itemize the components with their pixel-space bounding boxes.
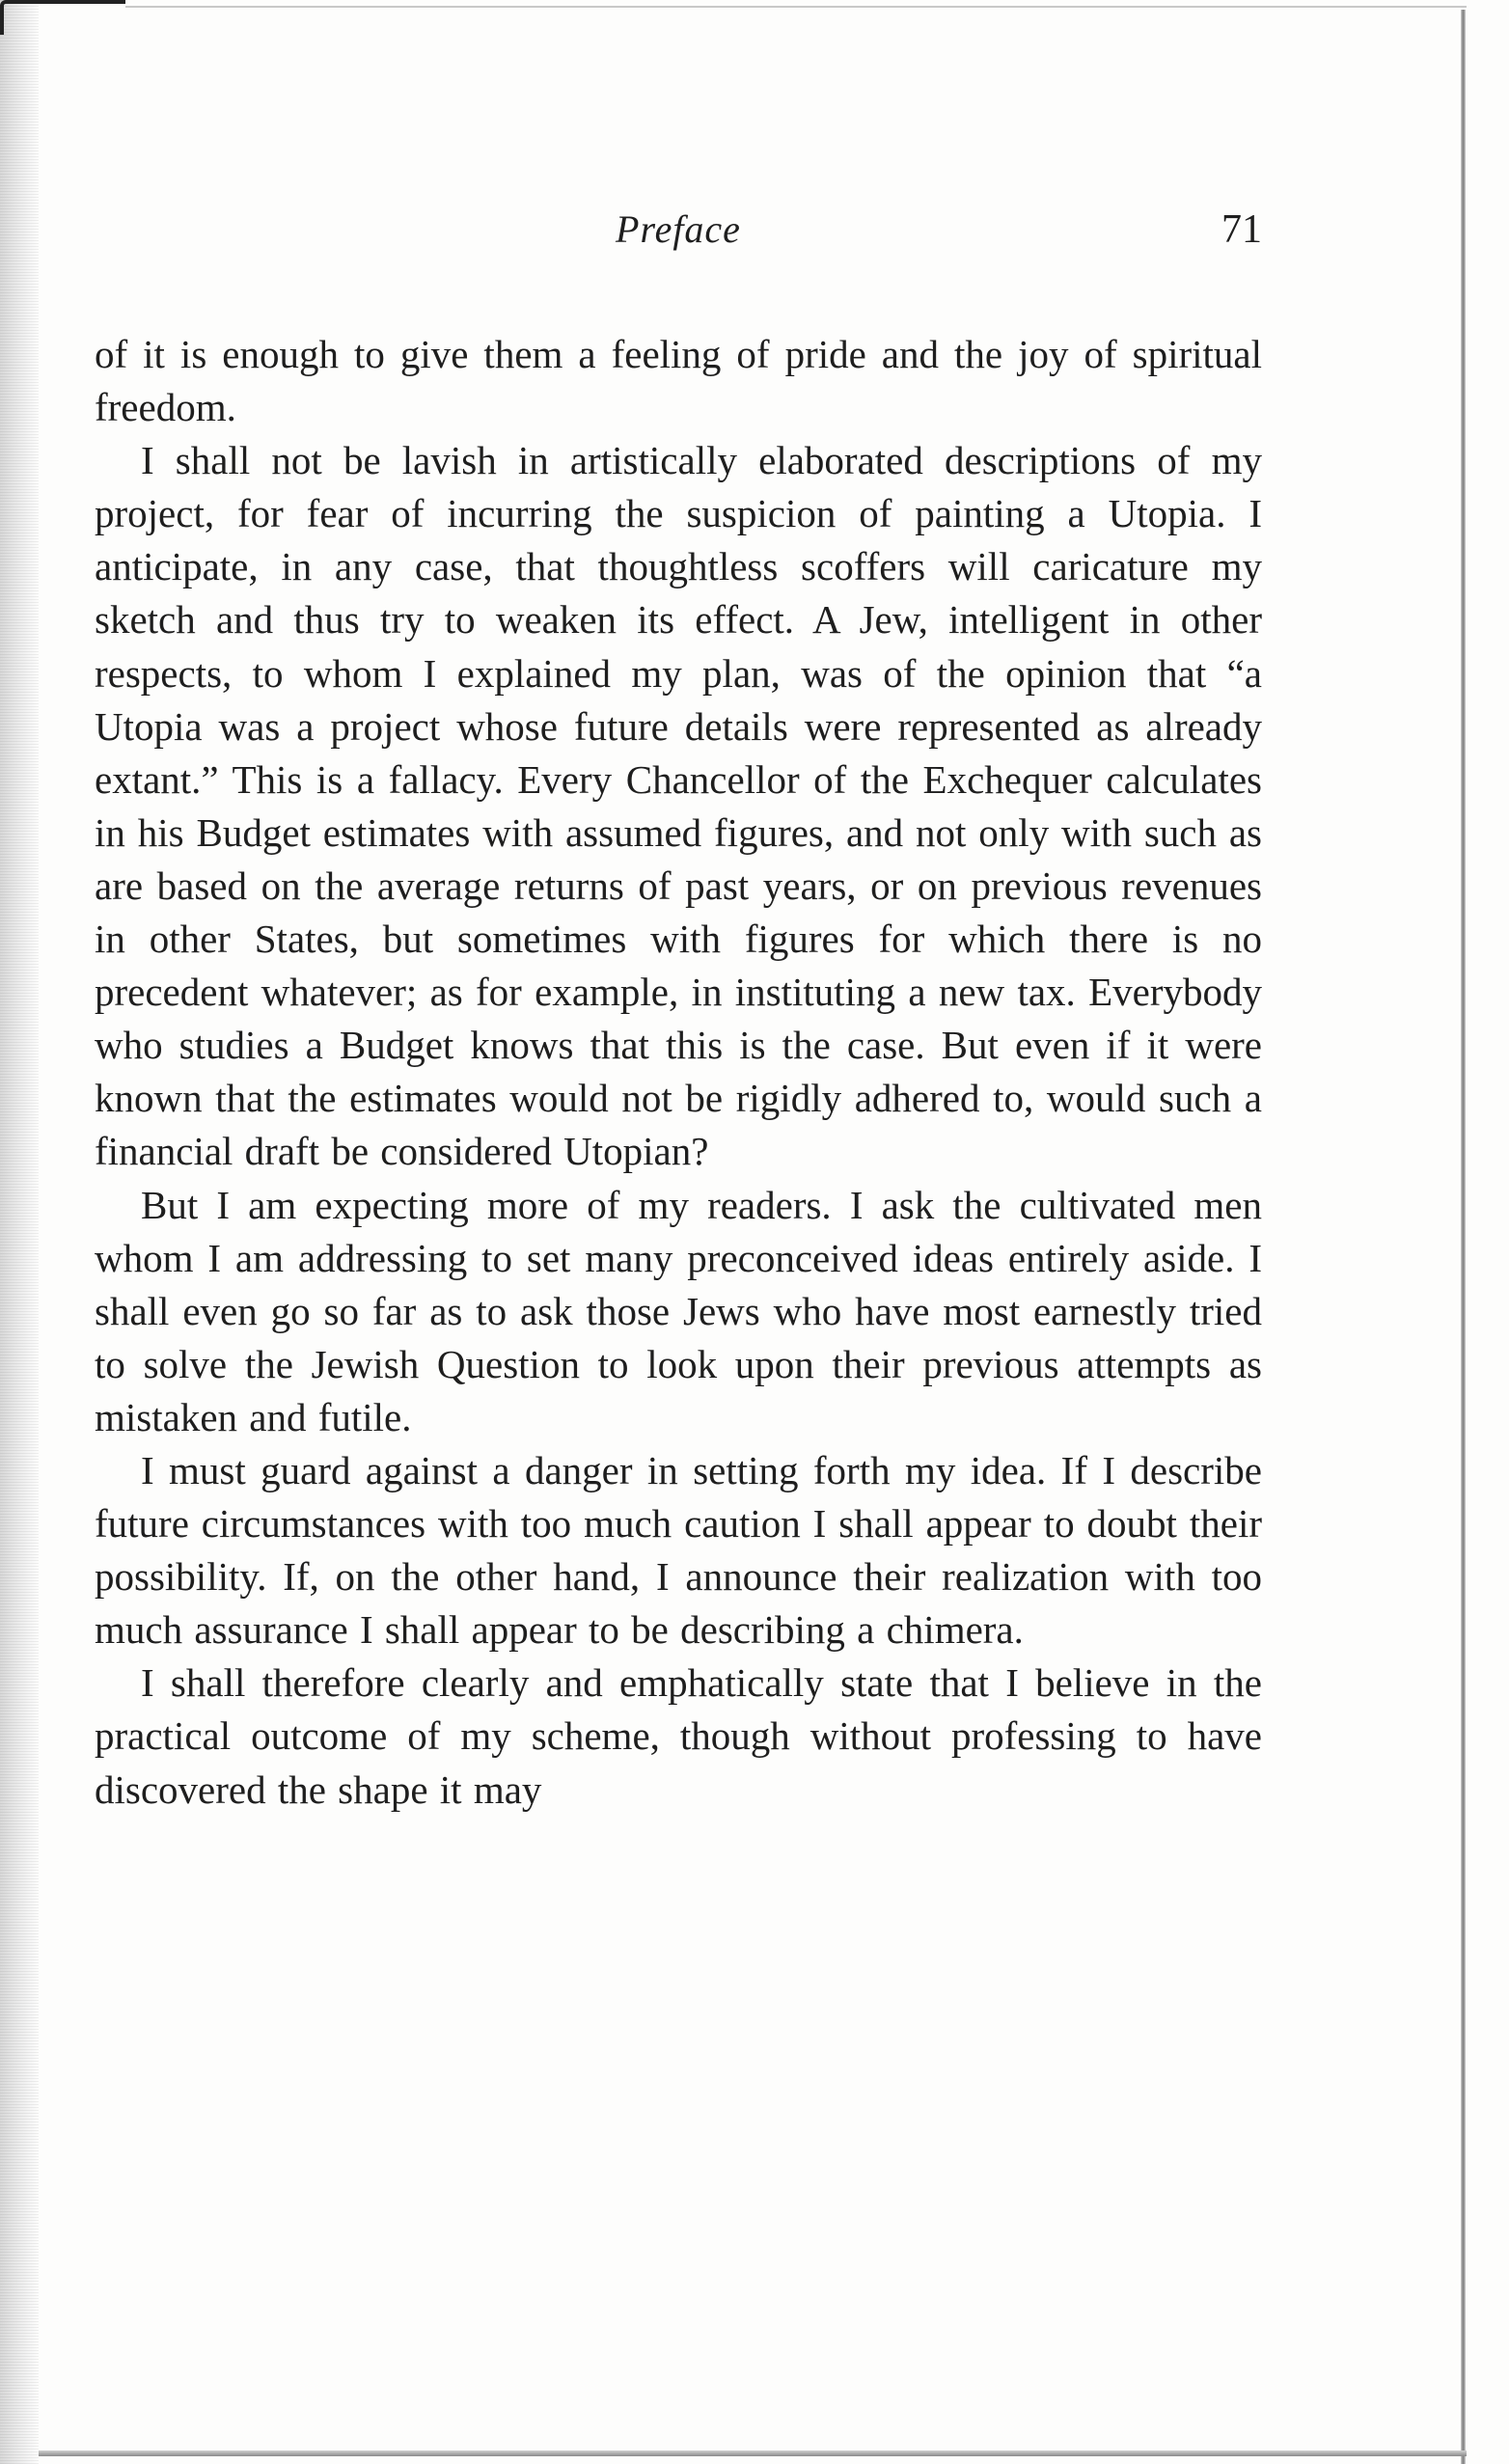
binding-shadow: [0, 0, 39, 2464]
page-top-edge: [125, 6, 1467, 8]
body-text: [95, 328, 1262, 1817]
page-right-edge: [1461, 10, 1466, 2464]
paragraph: I shall therefore clearly and emphatically state that I believe in the practical outcome of my scheme, though without professing to have discovered the shape it may: [95, 1660, 1262, 1812]
running-head: [95, 201, 1262, 259]
paragraph: But I am expecting more of my readers. I ask the cultivated men whom I am addressing to set many preconceived ideas entirely aside. I shall even go so far as to ask those Jews who have most earnestly tried to solve the Jewish Question to look upon their previous attempts as mistaken and futile.: [95, 1182, 1262, 1439]
paragraph: I shall not be lavish in artistically elaborated descriptions of my project, for fear of incurring the suspicion of painting a Utopia. I anticipate, in any case, that thoughtless scoffers will caricature my sketch and thus try to weaken its effect. A Jew, intelligent in other respects, to whom I explained my plan, was of the opinion that “a Utopia was a project whose future details were represented as already extant.” This is a fallacy. Every Chancellor of the Exchequer calculates in his Budget estimates with assumed figures, and not only with such as are based on the average returns of past years, or on previous revenues in other States, but sometimes with figures for which there is no precedent whatever; as for example, in instituting a new tax. Everybody who studies a Budget knows that this is the case. But even if it were known that the estimates would not be rigidly adhered to, would such a financial draft be considered Utopian?: [95, 438, 1262, 1174]
page-bottom-edge: [39, 2450, 1467, 2456]
paragraph-continued: of it is enough to give them a feeling of pride and the joy of spiritual freedom.: [95, 332, 1262, 430]
paragraph: I must guard against a danger in setting forth my idea. If I describe future circumstances with too much caution I shall appear to doubt their possibility. If, on the other hand, I announce their realization with too much assurance I shall appear to be describing a chimera.: [95, 1447, 1262, 1653]
page-corner-mark: [0, 0, 125, 35]
running-title: Preface: [616, 207, 741, 251]
page-number: 71: [1221, 207, 1262, 252]
